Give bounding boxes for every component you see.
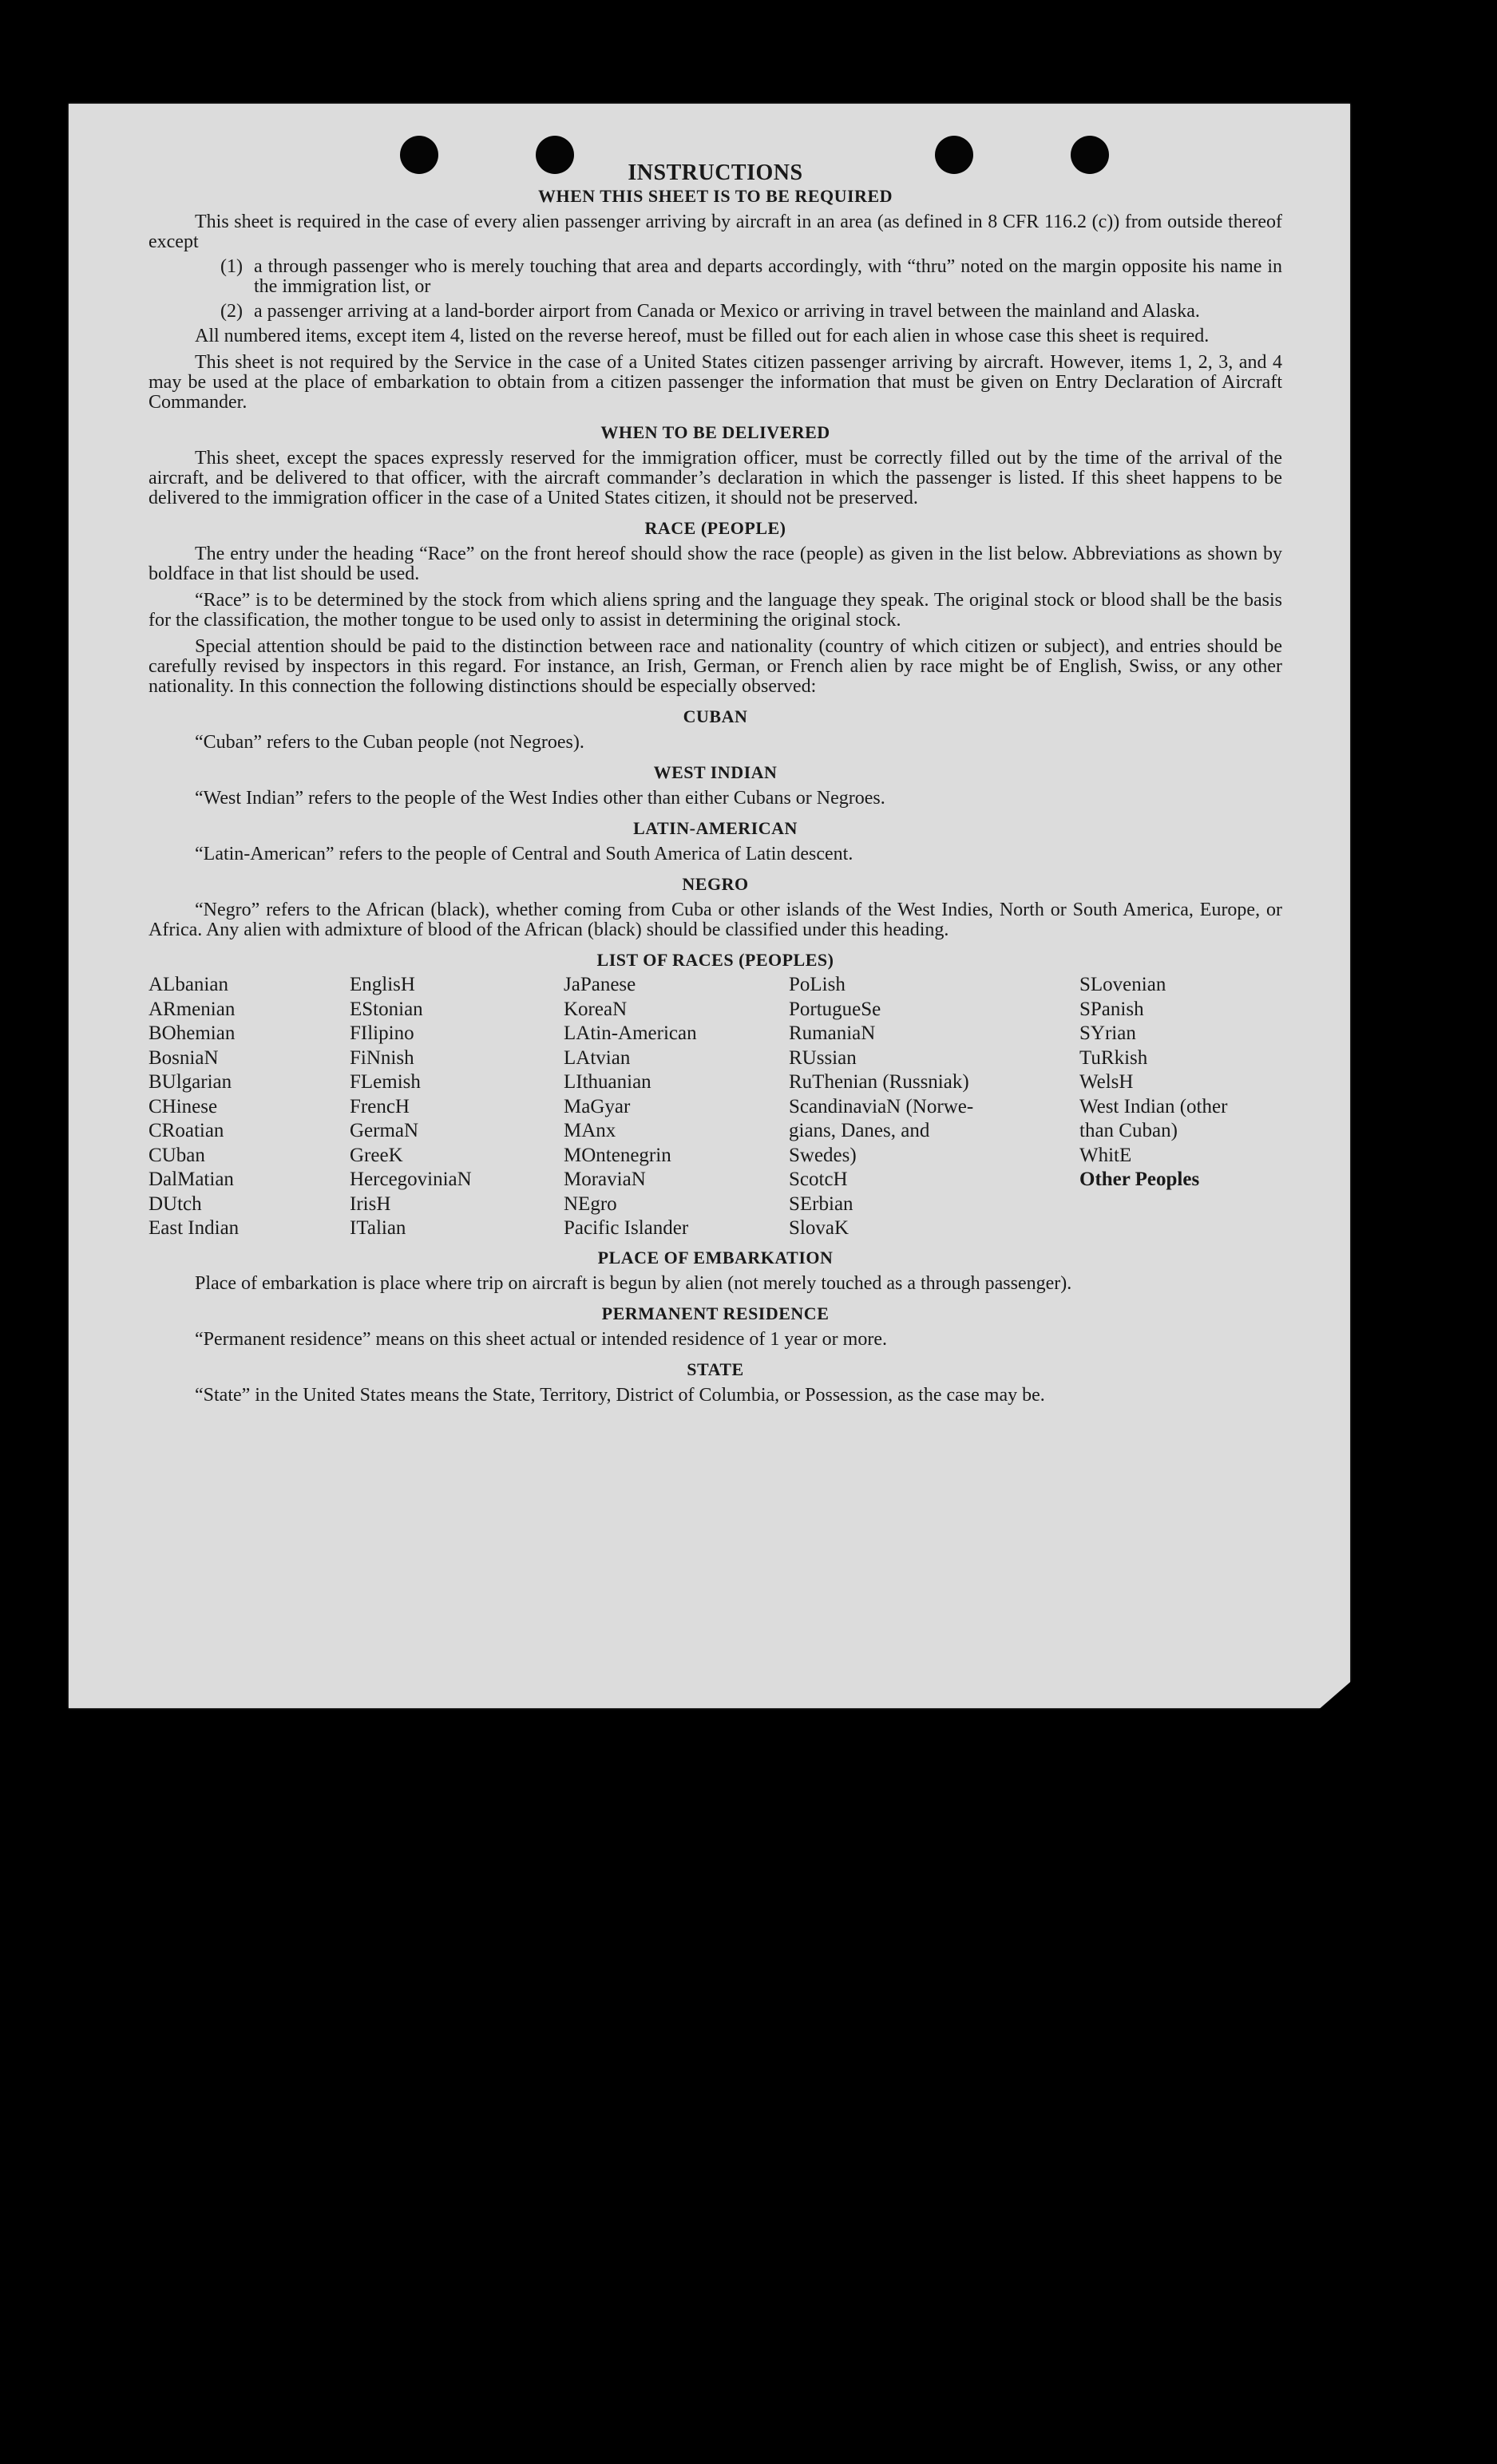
race-entry: SlovaK <box>789 1217 849 1239</box>
race-entry: FIlipino <box>350 1022 414 1044</box>
race-entry: SErbian <box>789 1192 853 1215</box>
heading-state: STATE <box>687 1359 744 1379</box>
paragraph: This sheet is required in the case of every alien passenger arriving by aircraft in an area (as defined in 8 CFR 116.2 (c)) from outside thereof except <box>149 212 1282 252</box>
race-entry: WhitE <box>1079 1144 1132 1166</box>
race-entry: FiNnish <box>350 1046 414 1069</box>
instructions-body <box>149 160 1282 1412</box>
race-entry: WelsH <box>1079 1071 1134 1093</box>
race-entry: DalMatian <box>149 1169 234 1190</box>
list-item: (2) a passenger arriving at a land-border airport from Canada or Mexico or arriving in travel between the mainland and Alaska. <box>220 301 1200 322</box>
race-entry: East Indian <box>149 1217 240 1239</box>
race-entry: BUlgarian <box>149 1071 232 1093</box>
paragraph: “Permanent residence” means on this sheet actual or intended residence of 1 year or more. <box>195 1328 887 1350</box>
race-entry: MOntenegrin <box>564 1144 671 1166</box>
paragraph: Special attention should be paid to the distinction between race and nationality (country of which citizen or subject), and entries should be carefully revised by inspectors in this regard. For instance, an Irish, German, or French alien by race might be of English, Swiss, or any other nationality. In this connection the following distinctions should be especially observed: <box>149 636 1282 697</box>
race-entry: Pacific Islander <box>564 1217 689 1239</box>
heading-embarkation: PLACE OF EMBARKATION <box>597 1247 834 1268</box>
heading-latin-american: LATIN-AMERICAN <box>633 818 798 838</box>
race-entry: HercegoviniaN <box>350 1169 472 1190</box>
races-column <box>1079 973 1282 1241</box>
races-column <box>564 973 789 1241</box>
race-entry: BOhemian <box>149 1022 236 1044</box>
race-entry: West Indian (other <box>1079 1095 1228 1117</box>
race-entry: BosniaN <box>149 1046 219 1069</box>
heading-list-of-races: LIST OF RACES (PEOPLES) <box>596 950 834 970</box>
race-entry: ScandinaviaN (Norwe- <box>789 1095 974 1117</box>
race-entry: DUtch <box>149 1192 202 1215</box>
race-entry: ScotcH <box>789 1169 848 1190</box>
race-entry: PortugueSe <box>789 998 881 1020</box>
heading-when-delivered: WHEN TO BE DELIVERED <box>600 422 830 442</box>
heading-residence: PERMANENT RESIDENCE <box>601 1303 830 1323</box>
race-entry: ITalian <box>350 1217 406 1239</box>
list-item: (1) a through passenger who is merely touching that area and departs accordingly, with “thru” noted on the margin opposite his name in the immigration list, or <box>220 256 1282 297</box>
race-entry: SYrian <box>1079 1022 1136 1044</box>
paragraph: “Cuban” refers to the Cuban people (not Negroes). <box>195 732 584 753</box>
races-column <box>350 973 564 1241</box>
paragraph: All numbered items, except item 4, listed on the reverse hereof, must be filled out for each alien in whose case this sheet is required. <box>195 326 1210 346</box>
race-entry: LAtvian <box>564 1046 631 1069</box>
race-entry: CHinese <box>149 1095 218 1117</box>
race-entry: RumaniaN <box>789 1022 876 1044</box>
race-entry: FrencH <box>350 1095 410 1117</box>
paragraph: “State” in the United States means the State, Territory, District of Columbia, or Possession, as the case may be. <box>195 1384 1045 1406</box>
races-table <box>149 973 1282 1241</box>
race-entry: gians, Danes, and <box>789 1120 930 1141</box>
paragraph: “Race” is to be determined by the stock from which aliens spring and the language they speak. The original stock or blood shall be the basis for the classification, the mother tongue to be used only to assist in determining the original stock. <box>149 590 1282 631</box>
race-entry: MaGyar <box>564 1095 631 1117</box>
race-entry: NEgro <box>564 1192 617 1215</box>
paragraph: The entry under the heading “Race” on the front hereof should show the race (people) as given in the list below. Abbreviations as shown by boldface in that list should be used. <box>149 544 1282 584</box>
race-entry: PoLish <box>789 974 846 995</box>
paragraph: This sheet is not required by the Service in the case of a United States citizen passenger arriving by aircraft. However, items 1, 2, 3, and 4 may be used at the place of embarkation to obtain from a citizen passenger the information that must be given on Entry Declaration of Aircraft Commander. <box>149 352 1282 413</box>
heading-negro: NEGRO <box>682 874 749 894</box>
paragraph: “Latin-American” refers to the people of Central and South America of Latin descent. <box>195 844 853 864</box>
race-entry: EnglisH <box>350 974 415 995</box>
race-entry: TuRkish <box>1079 1046 1148 1069</box>
paragraph: “Negro” refers to the African (black), whether coming from Cuba or other islands of the West Indies, North or South America, Europe, or Africa. Any alien with admixture of blood of the African (black) should be classified under this heading. <box>149 900 1282 940</box>
race-entry: LIthuanian <box>564 1071 651 1093</box>
race-entry: LAtin-American <box>564 1022 697 1044</box>
paragraph: Place of embarkation is place where trip on aircraft is begun by alien (not merely touched as a through passenger). <box>195 1272 1072 1294</box>
race-entry: IrisH <box>350 1192 391 1215</box>
race-entry: CUban <box>149 1144 205 1166</box>
heading-race: RACE (PEOPLE) <box>644 518 786 538</box>
race-entry: RuThenian (Russniak) <box>789 1071 969 1093</box>
race-entry: FLemish <box>350 1071 421 1093</box>
race-entry: ARmenian <box>149 998 236 1020</box>
races-column <box>789 973 1079 1241</box>
race-entry: CRoatian <box>149 1120 224 1141</box>
race-entry: JaPanese <box>564 974 636 995</box>
race-entry: MoraviaN <box>564 1169 646 1190</box>
race-entry: Other Peoples <box>1079 1169 1200 1190</box>
race-entry: GreeK <box>350 1144 403 1166</box>
paragraph: This sheet, except the spaces expressly reserved for the immigration officer, must be correctly filled out by the time of the arrival of the aircraft, and be delivered to that officer, with the aircraft commander’s declaration in which the passenger is listed. If this sheet happens to be delivered to the immigration officer in the case of a United States citizen, it should not be preserved. <box>149 448 1282 508</box>
race-entry: EStonian <box>350 998 423 1020</box>
race-entry: MAnx <box>564 1120 616 1141</box>
race-entry: Swedes) <box>789 1144 857 1166</box>
races-column <box>149 973 350 1241</box>
race-entry: SPanish <box>1079 998 1144 1020</box>
heading-when-required: WHEN THIS SHEET IS TO BE REQUIRED <box>537 186 893 206</box>
race-entry: GermaN <box>350 1120 419 1141</box>
heading-cuban: CUBAN <box>683 706 748 726</box>
heading-west-indian: WEST INDIAN <box>653 762 778 782</box>
document-page <box>69 104 1350 1708</box>
race-entry: RUssian <box>789 1046 857 1069</box>
race-entry: ALbanian <box>149 974 228 995</box>
race-entry: SLovenian <box>1079 974 1166 995</box>
race-entry: KoreaN <box>564 998 628 1020</box>
race-entry: than Cuban) <box>1079 1120 1178 1141</box>
paragraph: “West Indian” refers to the people of the West Indies other than either Cubans or Negroes. <box>195 788 885 809</box>
page-title: INSTRUCTIONS <box>628 160 803 185</box>
